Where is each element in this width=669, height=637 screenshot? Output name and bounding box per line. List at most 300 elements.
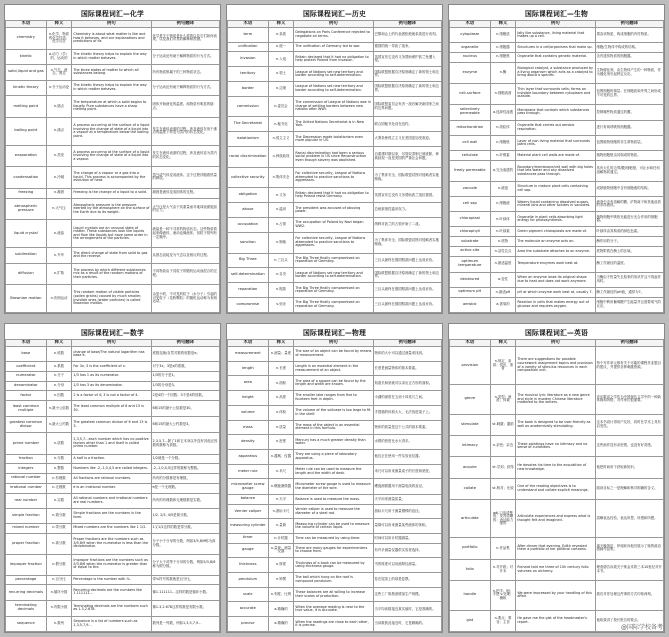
cell-definition: n.委员会 [268,96,294,117]
cell-example: The kinetic theory helps to explain the way in which matter behaves. [72,80,151,96]
cell-translation: 酶作用的分子。 [595,237,664,247]
table-row [228,268,442,283]
cell-definition: n.边境 [268,82,294,97]
cell-term: acquire [450,457,491,478]
column-header-example: 例句 [294,340,373,347]
cell-example: Richard told me three of 10h century folio volumes on alchemy. [516,559,595,580]
cell-translation: 联合国秘书处设在纽约。 [373,117,442,132]
math-panel [4,323,221,633]
cell-example: 2 is a factor of 4; 3 is not a factor of 4. [72,391,151,401]
column-header-term: 术语 [450,21,491,28]
cell-translation: 2,3,5,7…除了1和它本身以外没有其他正因数的数称为质数。 [151,433,220,454]
cell-translation: π是一个无理数。 [151,483,220,493]
cell-definition: n.面积 [268,376,294,391]
cell-term: thickness [228,558,269,573]
cell-example: The smaller lake ranges from five to fourteen feet in depth. [294,391,373,406]
vocab-table [227,339,442,632]
cell-definition: n.液晶 [46,220,72,248]
cell-example: Membrane that controls which substances pass through. [516,104,595,120]
cell-translation: 理查德告诉我关于炼金术的三本10世纪对开本书。 [595,559,664,580]
table-row [450,160,664,181]
cell-term: freely permeable [450,160,491,181]
vocab-table [227,20,442,313]
cell-translation: 1/2就是一个分数。 [151,454,220,464]
cell-example: The molecule an enzyme acts on. [516,237,595,247]
cell-definition: n.种族歧视 [268,147,294,168]
cell-example: The area of a square can be found by the length and width are known. [294,376,373,391]
cell-term: improper fraction [6,554,47,575]
table-row [6,117,220,145]
table-row [228,435,442,450]
cell-term: mass [228,420,269,435]
cell-example: Jelly like substance, lining material that makes up a cell. [516,28,595,43]
cell-term: timer [228,534,269,543]
cell-example: He gave me the gist of the headmaster's report. [516,610,595,631]
table-row [6,285,220,313]
cell-definition: a.完全渗透的 [490,160,516,181]
cell-translation: 总统被指控滥用权力。 [373,203,442,218]
column-header-term: 术语 [228,21,269,28]
cell-translation: 酶工作最佳的pH值，通常为7。 [595,287,664,297]
cell-definition: n.作品集 [490,538,516,559]
cell-translation: 自重建时期以来，尽管奴隶制已被废除，种族歧视一直是美国的严重社会问题。 [373,147,442,168]
cell-example: 2,3,5,7…each number which has no positive factors other than 1 and itself is called prime number. [72,433,151,454]
cell-term: cellulose [450,151,491,161]
cell-term: area [228,376,269,391]
cell-definition: n.实数 [46,493,72,508]
table-row [450,227,664,237]
cell-example: Britain declared that it had no obligation to help Poland resist Germany. [294,188,373,203]
cell-example: Recurring decimals are the numbers like 1.111111… [72,585,151,600]
cell-translation: 这本书设计得用户友好，同时在学术上具有启发性。 [595,414,664,435]
cell-example: The process by which different substances mix as a result of the random motions of their particles. [72,263,151,285]
cell-term: mixed number [6,523,47,533]
table-row [228,147,442,168]
cell-translation: 时间可以用计时器测量。 [373,534,442,543]
cell-example: Measuring cylinder can be used to measure the volume of certain liquid. [294,519,373,534]
table-row [228,405,442,420]
cell-definition: n.把手；柄；手感 v.处理；操纵 [490,580,516,610]
cell-example: Proper fractions are the numbers such as 3/5,8/9 when the numerator is less than the denominator. [72,533,151,554]
cell-definition: n.细胞器 [490,43,516,53]
cell-definition: n.米尺 [268,464,294,479]
cell-term: optimum temperature [450,256,491,272]
cell-translation: 这些画作没有亲密感，也没有好奇感。 [595,436,664,457]
cell-translation: 像1.111111…这样的数是循环小数。 [151,585,220,600]
panel-title: 国际课程词汇—化学 [81,10,144,18]
table-row [6,533,220,554]
cell-example: For collective security, League of Nations attempted to practice sanctions to aggressors. [294,167,373,188]
vocabulary-grid [4,4,665,633]
table-row [228,495,442,504]
cell-translation: 长度是测量物体的基本要素。 [373,361,442,376]
cell-definition: n.最小公倍数 [46,401,72,417]
cell-translation: 大萧条使孤立主义在美国更加受欢迎。 [373,132,442,147]
table-row [6,347,220,362]
table-row [450,457,664,478]
cell-translation: 对于3x，3是x的系数。 [151,362,220,372]
cell-term: condensation [6,167,47,189]
cell-definition: n.因数 [46,391,72,401]
table-row [6,96,220,118]
cell-example: Liquid crystals are an unusual state of matter. These substances look like liquids and flow like liquids but have some order in the arrangement of the particles. [72,220,151,248]
panel-title: 国际课程词汇—生物 [525,10,588,18]
cell-example: The Big Three finally compromised on reparation of Germany. [294,297,373,312]
cell-definition: vt.核对；比较 [490,478,516,499]
table-row [228,117,442,132]
cell-definition: n.有限小数 [46,600,72,616]
cell-example: League of Nations set new territory and border according to self-determination. [294,82,373,97]
cell-translation: 分子大于或等于分母的分数，例如5/3,8/6称为假分数。 [151,554,220,575]
cell-translation: 化学是关于物质是什么样的以及它们如何表现，以及我们对其的解释和预测。 [151,28,220,50]
cell-translation: 阅读目标之一是理解和核对明确的含义。 [595,478,664,499]
cell-definition: n.天平 [268,495,294,504]
table-row [228,558,442,573]
cell-example: The president was accused of abusing power. [294,203,373,218]
table-row [228,602,442,617]
cell-term: accurate [228,602,269,617]
cell-term: freezing [6,188,47,198]
cell-definition: n.分子 [46,371,72,381]
table-row [6,575,220,585]
cell-translation: 天平用来测量质量。 [373,495,442,504]
cell-definition: n.叶绿素 [490,227,516,237]
table-row [228,543,442,558]
table-row [6,417,220,433]
cell-definition: n.假分数 [46,554,72,575]
cell-translation: 巴黎和会上的代表团拒绝就条款进行谈判。 [373,28,442,43]
cell-definition: n.最适pH [490,287,516,297]
column-header-def: 释义 [490,21,516,28]
cell-term: occupation [228,218,269,233]
cell-example: A process occurring at the surface of a liquid involving the change of state of a liquid into a vapour. [72,145,151,167]
cell-translation: 知道长和宽就可以求出正方形的面积。 [373,376,442,391]
cell-translation: 所有的分数都是有理数。 [151,474,220,484]
cell-example: Sequence is a list of numbers such as 1,3,5,7,9… [72,616,151,631]
cell-definition: n.凝固 [46,188,72,198]
table-row [450,287,664,297]
cell-definition: n.规定，条款；供应，准备 [490,347,516,385]
cell-example: π is an irrational number. [72,483,151,493]
cell-term: scale [228,587,269,602]
cell-translation: 他们正在使用一件实验室仪器。 [373,450,442,465]
column-header-def: 释义 [268,340,294,347]
cell-definition: n.分母 [46,381,72,391]
table-row [450,181,664,196]
cell-example: When an enzyme loses its original shape due to heat and does not work anymore. [516,272,595,287]
cell-translation: 酶工作最佳的温度。 [595,256,664,272]
cell-term: commission [228,96,269,117]
cell-term: organelle [450,43,491,53]
cell-translation: 有许多测量仪器供实验者选择。 [373,543,442,558]
table-row [228,203,442,218]
cell-translation: 进行有氧呼吸的细胞器。 [595,120,664,135]
cell-translation: 音乐歌词文学作为中国现代文学中的一种新体裁和风格，对作家们很重要。 [595,385,664,415]
table-row [6,508,220,523]
cell-translation: 三巨头最终在德国赔款问题上达成妥协。 [373,283,442,298]
cell-definition: n.沸点 [46,117,72,145]
cell-definition: n.底数 [46,347,72,362]
cell-term: articulate [450,500,491,538]
cell-definition: n.孤立主义 [268,132,294,147]
cell-translation: 2是4的一个因数；3不是4的因数。 [151,391,220,401]
column-header-term: 术语 [450,340,491,347]
cell-translation: 我们对你处理这件事的方式印象深刻。 [595,580,664,610]
cell-term: abuse [228,203,269,218]
cell-definition: n.对开纸；对开本 [490,559,516,580]
cell-term: denominator [6,381,47,391]
column-header-def: 释义 [46,21,72,28]
cell-translation: 当平均读数接近真实值时，它是准确的。 [373,602,442,617]
cell-example: Terminating decimals are the numbers such as 1.3,2.678. [72,600,151,616]
cell-example: Organelle that contains genetic material. [516,52,595,62]
cell-term: meter rule [228,464,269,479]
cell-definition: n.三巨头 [268,253,294,268]
cell-example: These paintings have no intimacy and no sense of curiosities. [516,436,595,457]
cell-translation: 细胞/生物体中构成的结构。 [595,43,664,53]
cell-example: The United Nations Secretariat is in New York. [294,117,373,132]
cell-translation: 他把时间用于获取新知识。 [595,457,664,478]
table-row [228,232,442,253]
cell-definition: n.系数 [46,362,72,372]
cell-definition: n.条款 [268,28,294,43]
cell-translation: 成熟植物细胞中含有细胞液的结构。 [595,181,664,196]
cell-definition: v.妥协 [268,297,294,312]
cell-example: Freezing is the change of a liquid to a solid. [72,188,151,198]
cell-translation: -2,-1,0,4,5这样的数称为整数。 [151,464,220,474]
cell-example: There are suggestions for possible coursework assignment topics and provision of a variety of stimulus resources in each composition unit. [516,347,595,385]
cell-term: prime number [6,433,47,454]
cell-translation: 量筒可以用来测量某些液体的体积。 [373,519,442,534]
cell-translation: 1/3的分母是3。 [151,381,220,391]
cell-definition: n.大气压 [46,198,72,220]
cell-translation: 1/2, 2/3, 4/5是简分数。 [151,508,220,523]
cell-term: irrational number [6,483,47,493]
cell-example: There are many gauges for experimenters to choose from. [294,543,373,558]
cell-example: The Big Three finally compromised on reparation of Germany. [294,253,373,268]
cell-translation: 德国的统一导致了战争。 [373,42,442,52]
cell-definition: a.选择性渗透 [490,104,516,120]
cell-translation: 他给我讲了校长报告的要点。 [595,610,664,631]
cell-example: They are using a piece of laboratory apparatus. [294,450,373,465]
table-row [450,385,664,415]
physics-panel [226,323,443,633]
table-row [228,218,442,233]
cell-example: Structure in mature plant cells containing cell sap. [516,181,595,196]
cell-example: Chemistry is about what matter is like and how it behaves, and our explanations and predictions of its [72,28,151,50]
cell-example: The musical lyric literature as a new genre and style in modern Chinese literature mattered to the writers. [516,385,595,415]
english-panel [448,323,665,633]
cell-definition: n.细胞表面 [490,83,516,104]
cell-term: real number [6,493,47,508]
cell-term: enzyme [450,62,491,83]
cell-term: pendulum [228,573,269,588]
cell-definition: n.细胞核 [490,52,516,62]
cell-example: Watery liquid containing dissolved sugars, mineral ions and other solutes in vacuoles. [516,197,595,212]
cell-translation: 所有的有理数和无理数都是实数。 [151,493,220,508]
column-header-translation: 例句翻译 [595,21,664,28]
column-header-translation: 例句翻译 [373,21,442,28]
cell-translation: 那天晚饭后，伊迪丝向他们展示了她的政治漫画作品集。 [595,538,664,559]
cell-example: Micrometer screw gauge is used to measure the diameter of the wire. [294,479,373,495]
table-row [6,49,220,65]
cell-translation: 国际联盟根据自决原则确定了新的领土和边界。 [373,67,442,82]
cell-example: Thin layer that surrounds cells; forms an invisible boundary between cytoplasm and outside. [516,83,595,104]
cell-term: rational number [6,474,47,484]
cell-definition: n.扩散 [46,263,72,285]
cell-term: terminating decimals [6,600,47,616]
cell-translation: 底数变换/自然对数的底数是e。 [151,347,220,362]
table-row [228,573,442,588]
table-row [228,504,442,519]
cell-term: collate [450,478,491,499]
cell-definition: n.蒸发 [46,145,72,167]
table-row [450,256,664,272]
cell-term: aerobic [450,297,491,312]
cell-example: Organelle in plant cells absorbing light energy for photosynthesis. [516,212,595,227]
cell-definition: vt.学到；获得 [490,457,516,478]
cell-translation: 1/3的分子是1。 [151,371,220,381]
cell-translation: 游标卡尺用于测量钢棒的直径。 [373,504,442,519]
table-row [6,391,220,401]
cell-example: Atmospheric pressure is the pressure exerted by the atmosphere on the surface of the Earth due to its weight. [72,198,151,220]
cell-example: Structures in a cell/organisms that make up. [516,43,595,53]
vocab-table [449,20,664,313]
cell-example: All fractions are rational numbers. [72,474,151,484]
table-row [6,220,220,248]
cell-definition: n.计时器 [268,534,294,543]
column-header-translation: 例句翻译 [373,340,442,347]
cell-example: The direct change of state from solid to gas and the reverse. [72,248,151,264]
cell-translation: 由更小的、不可见的粒子（水分子）引起的可见粒子（花粉颗粒）的随机运动称为布朗运动。 [151,285,220,313]
table-row [450,580,664,610]
cell-translation: 6和15的最小公倍数是30。 [151,401,220,417]
cell-translation: 带%符号的数就是百分比。 [151,575,220,585]
cell-definition: n.厚度 [268,558,294,573]
cell-translation: 国际联盟根据自决原则确定了新的领土和边界。 [373,268,442,283]
table-row [6,167,220,189]
table-row [450,538,664,559]
cell-term: mitochondrion [450,120,491,135]
cell-definition: n.量规；测量仪器 [268,543,294,558]
cell-term: Brownian motion [6,285,47,313]
cell-term: numerator [6,371,47,381]
cell-translation: 包围植物细胞的非生命物质层。 [595,136,664,151]
cell-example: Biological catalyst, a substance produced by a living organism which acts as a catalyst to bring about a specific. [516,62,595,83]
table-row [450,52,664,62]
cell-term: cell-surface [450,83,491,104]
cell-definition: n.游标卡尺 [268,504,294,519]
cell-example: Improper fractions are the numbers such as 5/3,8/6 when the numerator is greater than or equal to the. [72,554,151,575]
column-header-example: 例句 [294,21,373,28]
panel-title: 国际课程词汇—英语 [525,329,588,337]
cell-term: percentage [6,575,47,585]
cell-translation: 所有物质都属于的三种物质状态。 [151,65,220,81]
cell-example: Reaction in cells that makes energy out of glucose and requires oxygen. [516,297,595,312]
cell-definition: n.细胞液 [490,197,516,212]
vocab-table [5,20,220,313]
cell-term: cytoplasm [450,28,491,43]
cell-example: We were impressed by your handling of this affair. [516,580,595,610]
table-row [450,436,664,457]
cell-translation: 纳粹对波兰的占领开始了二战。 [373,218,442,233]
table-row [450,28,664,43]
cell-definition: n.底物 [490,237,516,247]
cell-term: atmospheric pressure [6,198,47,220]
cell-definition: n.百分比 [46,575,72,585]
cell-example: The book is designed to be user-friendly as well as academically stimulating. [516,414,595,435]
table-row [228,67,442,82]
cell-example: The size of an object can be found by means of measurement. [294,347,373,362]
cell-term: reparation [228,283,269,298]
cell-example: The mass of the object is an essential element in this formula. [294,420,373,435]
cell-term: base [6,347,47,362]
cell-term: folio [450,559,491,580]
table-row [6,454,220,464]
table-row [6,248,220,264]
cell-term: sanction [228,232,269,253]
cell-definition: n.数列 [46,616,72,631]
column-header-def: 释义 [46,340,72,347]
cell-term: gist [450,610,491,631]
cell-translation: 分子小于分母的分数，例如3/5,8/9称为真分数。 [151,533,220,554]
cell-term: measuring cylinder [228,519,269,534]
cell-example: Racial discrimination had been a serious social problem in US since Reconstruction even though slavery was abolished. [294,147,373,168]
panel-title: 国际课程词汇—历史 [303,10,366,18]
table-row [228,297,442,312]
cell-translation: 像1.3,2.678这样的数是有限小数。 [151,600,220,616]
cell-term: integers [6,464,47,474]
cell-translation: 螺旋测微器用于测量电线的直径。 [373,479,442,495]
cell-definition: n.真分数 [46,533,72,554]
column-header-example: 例句 [516,340,595,347]
cell-translation: 水银的密度比水大得多。 [373,435,442,450]
table-row [228,283,442,298]
cell-example: This random motion of visible particles (pollen grains) caused by much smaller, invisible ones (water particles) is called Brownian motion. [72,285,151,313]
cell-definition: n.布朗运动 [46,285,72,313]
cell-term: self-determination [228,268,269,283]
cell-term: racial discrimination [228,147,269,168]
table-row [450,83,664,104]
cell-example: Thickness of a book can be measured by using thickness gauge. [294,558,373,573]
table-row [6,523,220,533]
table-row [228,391,442,406]
cell-definition: n.入侵 [268,52,294,67]
cell-translation: 物体的大小可以通过测量来找到。 [373,347,442,362]
cell-term: proper fraction [6,533,47,554]
column-header-example: 例句 [72,21,151,28]
cell-definition: n.滥用 [268,203,294,218]
cell-translation: 国际联盟委员会负责一战后解决新国家之间的边界问题。 [373,96,442,117]
cell-term: coefficient [6,362,47,372]
cell-term: portfolio [450,538,491,559]
cell-example: Green pigment chloroplasts are made of. [516,227,595,237]
cell-translation: 具有大孔的边界/膜/细胞壁，可让水和任何溶解物质通过。 [595,160,664,181]
cell-definition: n.细胞质 [490,28,516,43]
cell-example: Britain declared that it had no obligation to help protect Poland from invasion. [294,52,373,67]
cell-translation: 当酶由于热量失去原来的形状并且不再起作用时。 [595,272,664,287]
table-row [6,600,220,616]
cell-term: selectively permeable [450,104,491,120]
cell-definition: n.液泡 [490,181,516,196]
cell-definition: a.动力（学）的，运动的 [46,49,72,65]
table-row [450,197,664,212]
cell-translation: 发生在液体表面的过程，涉及液体在低于沸点的温度下转变为蒸汽的状态变化。 [151,117,220,145]
cell-translation: 为了集体安全，国际联盟试图对侵略者实施制裁。 [373,232,442,253]
cell-definition: n.高度 [268,391,294,406]
cell-translation: 控制哪些物质通过的膜。 [595,104,664,120]
table-row [450,151,664,161]
